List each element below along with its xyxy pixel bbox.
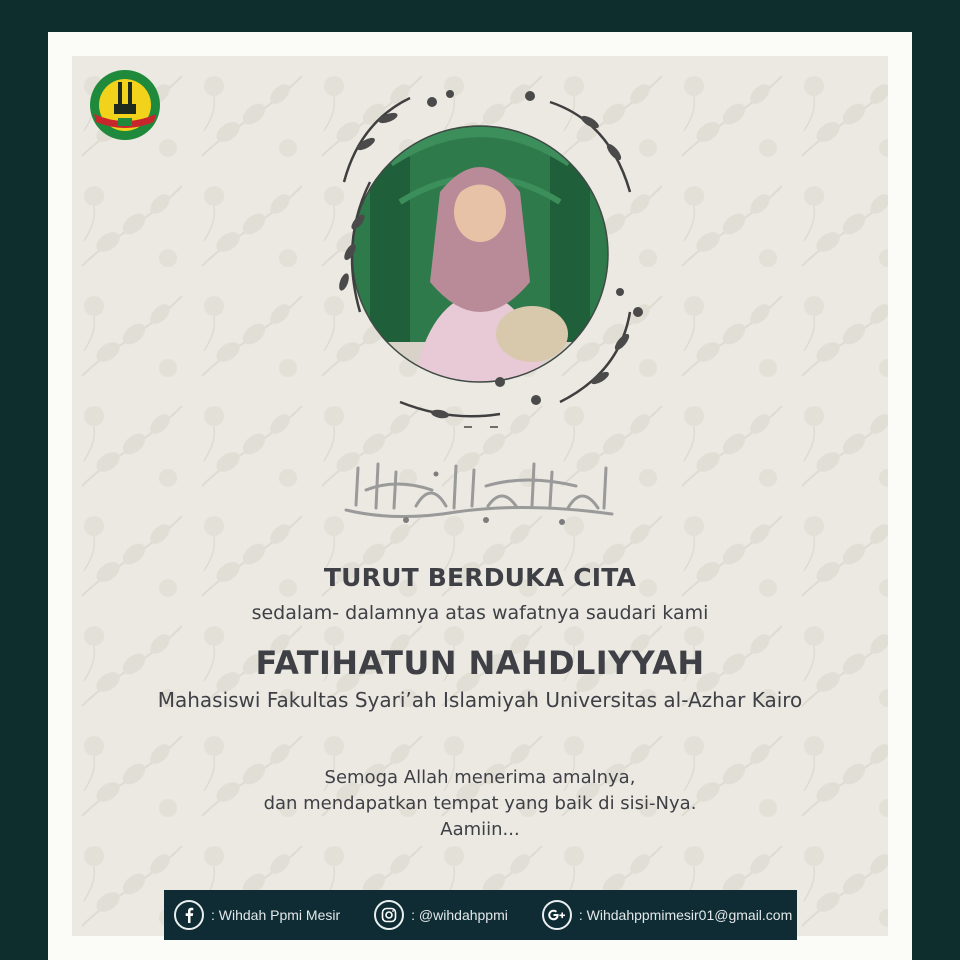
deceased-name: FATIHATUN NAHDLIYYAH xyxy=(255,644,705,682)
facebook-handle: : Wihdah Ppmi Mesir xyxy=(211,907,341,923)
instagram-handle: : @wihdahppmi xyxy=(411,907,508,923)
google-plus-contact[interactable] xyxy=(542,890,792,940)
organization-logo xyxy=(88,68,162,142)
condolence-title: TURUT BERDUKA CITA xyxy=(323,563,637,592)
prayer-line: dan mendapatkan tempat yang baik di sisi-Nya. xyxy=(263,793,697,814)
email-address: : Wihdahppmimesir01@gmail.com xyxy=(578,907,793,923)
deceased-description: Mahasiswi Fakultas Syari’ah Islamiyah Universitas al-Azhar Kairo xyxy=(157,688,803,712)
portrait-photo-with-floral-wreath xyxy=(300,82,660,422)
instagram-icon xyxy=(374,900,404,930)
condolence-subtitle: sedalam- dalamnya atas wafatnya saudari kami xyxy=(251,602,709,624)
facebook-contact[interactable] xyxy=(174,890,340,940)
divider-dash-right xyxy=(490,426,498,428)
prayer-text xyxy=(72,765,888,843)
contact-footer-bar xyxy=(164,890,797,940)
facebook-icon xyxy=(174,900,204,930)
prayer-line: Semoga Allah menerima amalnya, xyxy=(324,767,636,788)
google-plus-icon xyxy=(542,900,572,930)
divider-dash-left xyxy=(464,426,472,428)
arabic-calligraphy-istirja xyxy=(336,450,624,530)
instagram-contact[interactable] xyxy=(374,890,508,940)
prayer-line: Aamiin... xyxy=(440,819,520,840)
